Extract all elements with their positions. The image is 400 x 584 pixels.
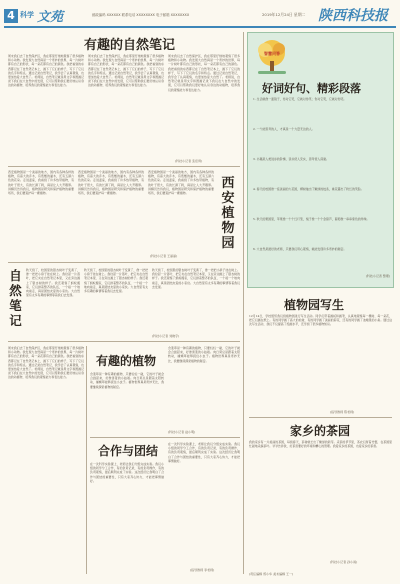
article-body: 周末我们去了自然保护区，我在那里仔细地观察了很多植物和小动物。我发现大自然真是一个奇妙的世界，每一片树叶都有自己的形状，每一朵花都有自己的颜色。我把看到的东西都记在了自然笔记本上，画下了它们的样子，写下了它们的名字和特点。通过记录自然笔记，我学会了认真观察，也更加热爱大自然了。老师说，自然笔记就是用文字和图画记录下我们在大自然中的发现，它可以帮助我们更好地认识身边的动植物，培养我们的观察能力和表达能力。 xyxy=(8,346,84,380)
article-title: 植物园写生 xyxy=(284,298,345,312)
sidebar-list-item: 1. 生活就像一面镜子，你对它笑，它就对你笑；你对它哭，它就对你哭。 xyxy=(253,97,347,101)
divider xyxy=(90,437,240,438)
header-info-line: 邮政编码 XXXXXX 联系电话 XXXXXXXX 电子邮箱 XXXXXXXX xyxy=(92,13,190,17)
article-vertical-title: 自然笔记 xyxy=(9,268,22,328)
article-title: 家乡的茶园 xyxy=(290,424,351,438)
divider xyxy=(249,417,392,418)
article-body: 12月14日，学校组织我们到植物园进行写生活动。同学们带着画板和画笔，认真地观察每一棵树、每一朵花，把它们画在纸上。有的同学画了高大的松树，有的同学画了美丽的菊花，还有的同学画了池塘里的小鱼。通过这次写生活动，我们不仅提高了绘画水平，还学到了很多植物知识。 xyxy=(249,314,392,327)
article-vertical-title: 西安植物园 xyxy=(221,176,235,251)
masthead-title: 陕西科技报 xyxy=(318,8,388,24)
article-body: 含羞草是一种有趣的植物，只要轻轻一碰，它的叶子就会合拢起来，好像害羞的小姑娘。向日葵总是跟着太阳转动，捕蝇草能够捉住小虫子。植物世界真是奇妙无比，我要继续探索植物的秘密。 xyxy=(90,372,164,389)
sidebar-list-item: 2. 一个能思考的人，才真是一个力量无边的人。 xyxy=(253,127,315,131)
article-body: 西安植物园是一个美丽的地方，园内有各种各样的植物，有高大的乔木，有低矮的灌木，还有五颜六色的花朵。走进温室，我看到了许多热带植物，有的叶子很大，有的长满了刺，真是让人大开眼界。讲解员告诉我们，植物园是研究和保护植物的重要场所，我们要爱护每一棵植物。 xyxy=(8,170,74,196)
article-author: (指导教师 陈老师) xyxy=(330,410,355,414)
issue-date: 2019年12月24日 星期二 xyxy=(262,12,306,17)
sidebar-list-item: 4. 春天的校园像一座美丽的大花园，柳树抽出了嫩绿的枝条，桃花露出了粉红的笑脸。 xyxy=(253,187,364,191)
section-name-a: 科学 xyxy=(20,11,34,19)
article-author: (指导教师 李老师) xyxy=(190,568,215,572)
article-author: (科技小记者 孙小雨) xyxy=(330,560,358,564)
divider xyxy=(8,166,240,167)
article-body: 我的家乡有一片美丽的茶园，每到春天，茶树就长出了嫩绿的新芽。采茶的季节里，茶农们背着竹篓，在茶园里忙碌地采摘茶叶。爷爷告诉我，好茶需要好的环境和精心的管理。我爱家乡的茶园，也爱家乡的茶香。 xyxy=(249,440,392,449)
divider xyxy=(86,346,87,574)
article-body: 含羞草是一种有趣的植物，只要轻轻一碰，它的叶子就会合拢起来，好像害羞的小姑娘。向日葵总是跟着太阳转动，捕蝇草能够捉住小虫子。植物世界真是奇妙无比，我要继续探索植物的秘密。 xyxy=(168,346,240,363)
article-author: (科技小记者 王丽丽) xyxy=(150,254,178,258)
article-body: 西安植物园是一个美丽的地方，园内有各种各样的植物，有高大的乔木，有低矮的灌木，还有五颜六色的花朵。走进温室，我看到了许多热带植物，有的叶子很大，有的长满了刺，真是让人大开眼界。讲解员告诉我们，植物园是研究和保护植物的重要场所，我们要爱护每一棵植物。 xyxy=(148,170,214,196)
divider xyxy=(243,32,244,574)
sidebar-list-item: 3. 书籍是人类进步的阶梯，读书使人充实，思考使人深邃。 xyxy=(253,157,329,161)
tree-illustration-icon xyxy=(252,37,292,77)
divider xyxy=(8,341,240,342)
header-rule xyxy=(4,26,396,28)
page-header xyxy=(0,0,400,30)
article-title: 有趣的植物 xyxy=(96,354,157,368)
sidebar-credit: (科技小记者 整理) xyxy=(365,274,390,278)
article-body: 秋天到了，校园里的银杏树叶子变黄了，像一把把小扇子挂在树上。我捡起一片落叶，把它夹在自然笔记本里，又在旁边画上了银杏树的样子。我还观察了蚂蚁搬家，它们排着整齐的队伍，一个接一个地向前走，真是团结友爱的小家伙。大自然里有太多有趣的事情等着我们去发现。 xyxy=(152,268,240,289)
sidebar-list-item: 6. 大自然是最好的老师，只要我们用心观察，就能发现许多奇妙的秘密。 xyxy=(253,247,347,251)
divider xyxy=(8,262,240,263)
sidebar-box xyxy=(247,32,394,288)
article-body: 秋天到了，校园里的银杏树叶子变黄了，像一把把小扇子挂在树上。我捡起一片落叶，把它夹在自然笔记本里，又在旁边画上了银杏树的样子。我还观察了蚂蚁搬家，它们排着整齐的队伍，一个接一个地向前走，真是团结友爱的小家伙。大自然里有太多有趣的事情等着我们去发现。 xyxy=(84,268,148,294)
page-number: 4 xyxy=(4,9,18,23)
article-body: 在一次科学实验课上，老师让我们分组完成实验。我们小组的同学分工合作，有的负责记录，有的负责操作，有的负责观察，最后顺利完成了实验。这次经历让我明白了合作与团结的重要性，只有大家齐心协力，才能把事情做好。 xyxy=(168,442,240,463)
article-body: 周末我们去了自然保护区，我在那里仔细地观察了很多植物和小动物。我发现大自然真是一个奇妙的世界，每一片树叶都有自己的形状，每一朵花都有自己的颜色。我把看到的东西都记在了自然笔记本上，画下了它们的样子，写下了它们的名字和特点。通过记录自然笔记，我学会了认真观察，也更加热爱大自然了。老师说，自然笔记就是用文字和图画记录下我们在大自然中的发现，它可以帮助我们更好地认识身边的动植物，培养我们的观察能力和表达能力。 xyxy=(88,54,164,88)
sidebar-banner-label: 智慧问答 xyxy=(264,51,280,56)
article-author: (科技小记者 赵小明) xyxy=(168,430,196,434)
article-title: 有趣的自然笔记 xyxy=(84,38,176,53)
article-body: 周末我们去了自然保护区，我在那里仔细地观察了很多植物和小动物。我发现大自然真是一个奇妙的世界，每一片树叶都有自己的形状，每一朵花都有自己的颜色。我把看到的东西都记在了自然笔记本上，画下了它们的样子，写下了它们的名字和特点。通过记录自然笔记，我学会了认真观察，也更加热爱大自然了。老师说，自然笔记就是用文字和图画记录下我们在大自然中的发现，它可以帮助我们更好地认识身边的动植物，培养我们的观察能力和表达能力。 xyxy=(168,54,240,92)
article-title: 合作与团结 xyxy=(98,444,159,458)
sidebar-list-item: 5. 秋天的果园里，苹果像一个个红灯笼，梨子像一个个金葫芦，葡萄像一串串紫色的珍珠。 xyxy=(253,217,370,221)
article-author: (科技小记者 张佳琦) xyxy=(175,159,203,163)
article-body: 在一次科学实验课上，老师让我们分组完成实验。我们小组的同学分工合作，有的负责记录，有的负责操作，有的负责观察，最后顺利完成了实验。这次经历让我明白了合作与团结的重要性，只有大家齐心协力，才能把事情做好。 xyxy=(90,462,164,483)
article-body: 周末我们去了自然保护区，我在那里仔细地观察了很多植物和小动物。我发现大自然真是一个奇妙的世界，每一片树叶都有自己的形状，每一朵花都有自己的颜色。我把看到的东西都记在了自然笔记本上，画下了它们的样子，写下了它们的名字和特点。通过记录自然笔记，我学会了认真观察，也更加热爱大自然了。老师说，自然笔记就是用文字和图画记录下我们在大自然中的发现，它可以帮助我们更好地认识身边的动植物，培养我们的观察能力和表达能力。 xyxy=(8,54,84,88)
sidebar-title: 好词好句、精彩段落 xyxy=(262,82,361,95)
sidebar-list xyxy=(253,97,390,278)
article-body: 秋天到了，校园里的银杏树叶子变黄了，像一把把小扇子挂在树上。我捡起一片落叶，把它夹在自然笔记本里，又在旁边画上了银杏树的样子。我还观察了蚂蚁搬家，它们排着整齐的队伍，一个接一个地向前走，真是团结友爱的小家伙。大自然里有太多有趣的事情等着我们去发现。 xyxy=(26,268,80,298)
footer-credit: (责任编辑 郑小华 美术编辑 王一) xyxy=(249,572,294,576)
section-name-b: 文苑 xyxy=(37,10,64,25)
sidebar-banner xyxy=(252,37,292,77)
article-body: 西安植物园是一个美丽的地方，园内有各种各样的植物，有高大的乔木，有低矮的灌木，还有五颜六色的花朵。走进温室，我看到了许多热带植物，有的叶子很大，有的长满了刺，真是让人大开眼界。讲解员告诉我们，植物园是研究和保护植物的重要场所，我们要爱护每一棵植物。 xyxy=(78,170,144,196)
article-author: (科技小记者 刘晓宇) xyxy=(152,334,180,338)
